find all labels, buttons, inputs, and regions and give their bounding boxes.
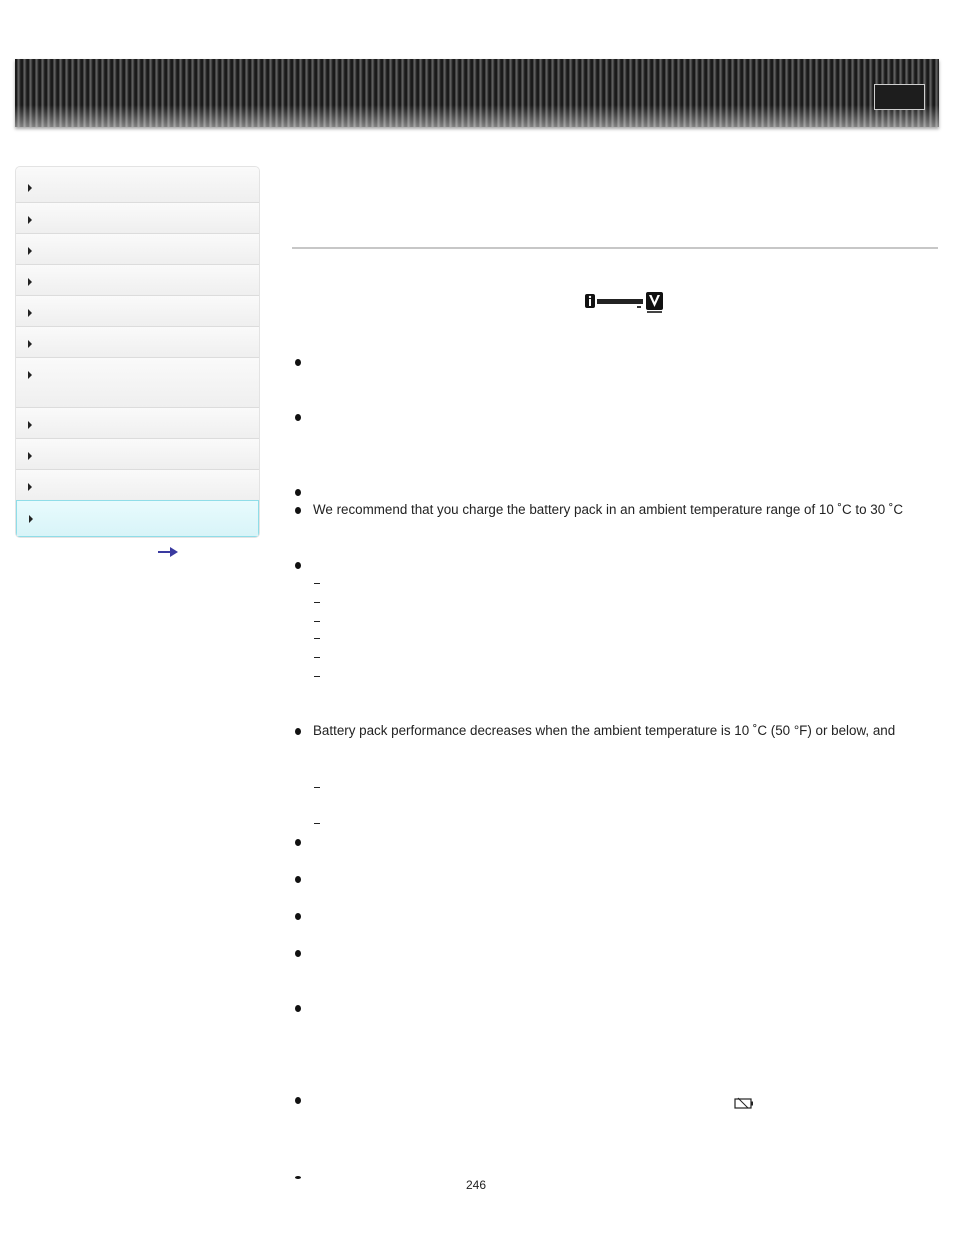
sidebar-item[interactable] [16, 407, 259, 438]
sidebar-item[interactable] [16, 469, 259, 500]
bullet [295, 1176, 301, 1179]
chevron-right-icon [28, 278, 32, 286]
sidebar-item[interactable] [16, 357, 259, 407]
sidebar-item-active[interactable] [16, 500, 259, 537]
chevron-right-icon [28, 247, 32, 255]
dash-marker [314, 621, 320, 622]
bullet [295, 414, 301, 421]
bullet [295, 839, 301, 846]
bullet [295, 913, 301, 920]
dash-marker [314, 787, 320, 788]
bullet [295, 507, 301, 514]
sidebar-item[interactable] [16, 202, 259, 233]
header-button[interactable] [874, 84, 925, 110]
sidebar-item[interactable] [16, 326, 259, 357]
bullet [295, 950, 301, 957]
chevron-right-icon [28, 184, 32, 192]
dash-marker [314, 676, 320, 677]
paragraph-charge-temperature: We recommend that you charge the battery pack in an ambient temperature range of 10 ˚C to 30 ˚C [313, 502, 903, 517]
header-banner [15, 59, 939, 127]
chevron-right-icon [28, 421, 32, 429]
chevron-right-icon [28, 483, 32, 491]
chevron-right-icon [28, 371, 32, 379]
title-divider [292, 247, 938, 249]
bullet [295, 1005, 301, 1012]
bullet [295, 359, 301, 366]
bullet [295, 1097, 301, 1104]
dash-marker [314, 823, 320, 824]
sidebar-item[interactable] [16, 167, 259, 202]
paragraph-performance: Battery pack performance decreases when the ambient temperature is 10 ˚C (50 °F) or below, and [313, 723, 896, 738]
sidebar-item[interactable] [16, 264, 259, 295]
chevron-right-icon [28, 309, 32, 317]
arrow-right-icon[interactable] [158, 547, 178, 557]
dash-marker [314, 657, 320, 658]
battery-empty-icon [734, 1097, 754, 1109]
sidebar-nav [15, 166, 260, 538]
chevron-right-icon [29, 515, 33, 523]
bullet [295, 728, 301, 735]
chevron-right-icon [28, 216, 32, 224]
sidebar-item[interactable] [16, 233, 259, 264]
chevron-right-icon [28, 340, 32, 348]
bullet [295, 876, 301, 883]
page-number: 246 [466, 1178, 487, 1192]
infolithium-v-series-logo [583, 290, 665, 314]
sidebar-item[interactable] [16, 295, 259, 326]
dash-marker [314, 583, 320, 584]
sidebar-item[interactable] [16, 438, 259, 469]
bullet [295, 562, 301, 569]
chevron-right-icon [28, 452, 32, 460]
dash-marker [314, 638, 320, 639]
bullet [295, 489, 301, 496]
dash-marker [314, 602, 320, 603]
